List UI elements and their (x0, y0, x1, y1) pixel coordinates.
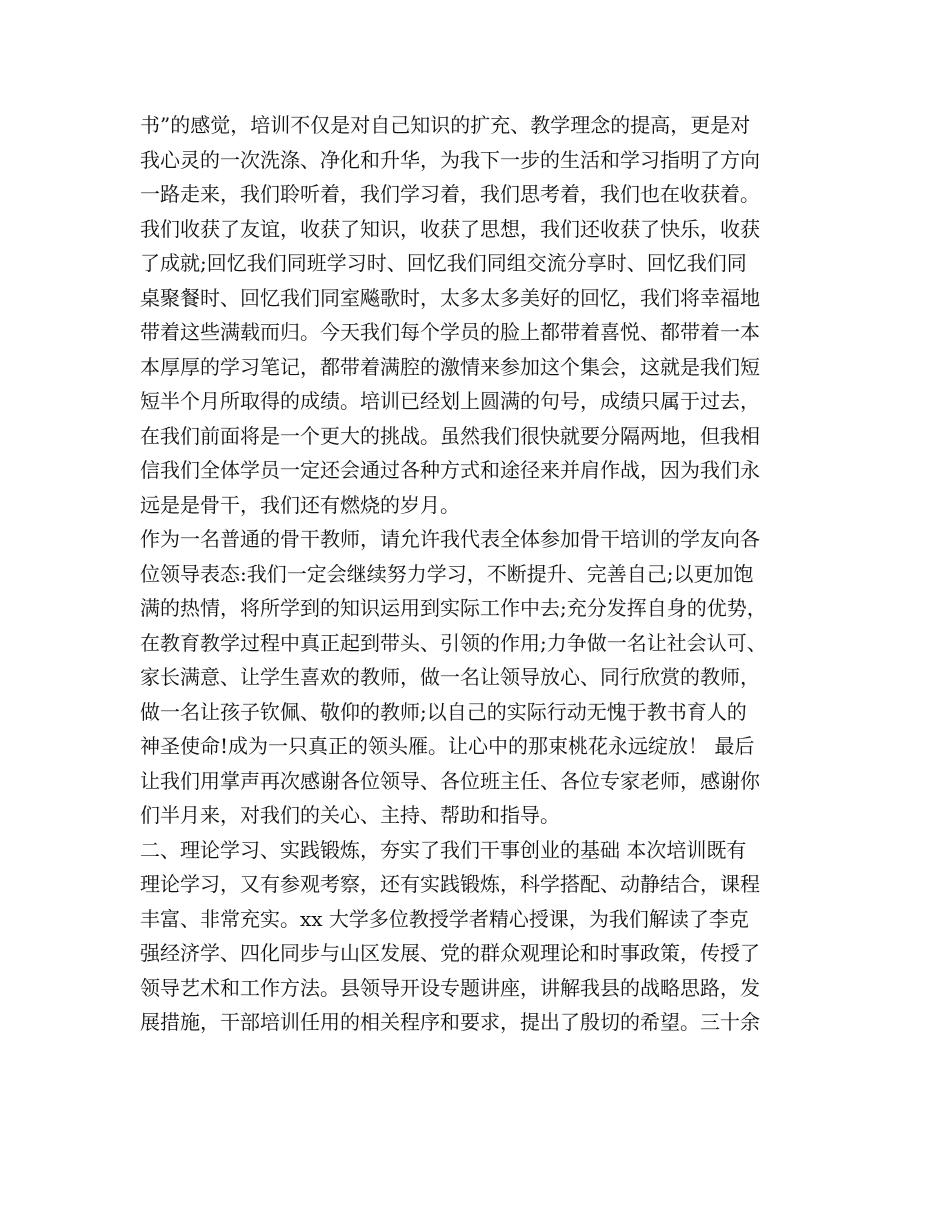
text-line: 领导艺术和工作方法。县领导开设专题讲座，讲解我县的战略思路，发 (140, 975, 760, 1000)
text-line: 神圣使命!成为一只真正的领头雁。让心中的那束桃花永远绽放！ 最后 (140, 734, 755, 758)
text-line: 丰富、非常充实。xx 大学多位教授学者精心授课，为我们解读了李克 (140, 906, 749, 931)
text-line: 短半个月所取得的成绩。培训已经划上圆满的句号，成绩只属于过去， (140, 389, 760, 413)
text-line: 满的热情，将所学到的知识运用到实际工作中去;充分发挥自身的优势， (140, 596, 767, 620)
text-line: 信我们全体学员一定还会通过各种方式和途径来并肩作战，因为我们永 (140, 458, 760, 482)
text-line: 桌聚餐时、回忆我们同室飚歌时，太多太多美好的回忆，我们将幸福地 (140, 285, 760, 310)
text-line: 让我们用掌声再次感谢各位领导、各位班主任、各位专家老师，感谢你 (140, 768, 760, 793)
text-line: 了成就;回忆我们同班学习时、回忆我们同组交流分享时、回忆我们同 (140, 251, 747, 275)
text-line: 本厚厚的学习笔记，都带着满腔的激情来参加这个集会，这就是我们短 (140, 354, 760, 379)
text-line: 带着这些满载而归。今天我们每个学员的脸上都带着喜悦、都带着一本 (140, 320, 760, 344)
document-body (140, 108, 830, 1040)
text-line: 在我们前面将是一个更大的挑战。虽然我们很快就要分隔两地，但我相 (140, 423, 760, 448)
text-line: 强经济学、四化同步与山区发展、党的群众观理论和时事政策，传授了 (140, 941, 760, 965)
text-line: 理论学习，又有参观考察，还有实践锻炼，科学搭配、动静结合，课程 (140, 872, 760, 896)
text-line: 在教育教学过程中真正起到带头、引领的作用;力争做一名让社会认可、 (140, 630, 767, 655)
text-line: 我心灵的一次洗涤、净化和升华，为我下一步的生活和学习指明了方向 (140, 147, 760, 172)
text-line: 展措施，干部培训任用的相关程序和要求，提出了殷切的希望。三十余 (140, 1010, 760, 1034)
text-line: 我们收获了友谊，收获了知识，收获了思想，我们还收获了快乐，收获 (140, 216, 760, 241)
text-line: 作为一名普通的骨干教师，请允许我代表全体参加骨干培训的学友向各 (140, 527, 760, 551)
text-line: 远是是骨干，我们还有燃烧的岁月。 (140, 492, 460, 517)
text-line: 二、理论学习、实践锻炼，夯实了我们干事创业的基础 本次培训既有 (140, 837, 747, 862)
text-line: 做一名让孩子钦佩、敬仰的教师;以自己的实际行动无愧于教书育人的 (140, 699, 747, 724)
text-line: 位领导表态:我们一定会继续努力学习，不断提升、完善自己;以更加饱 (140, 561, 754, 586)
text-line: 们半月来，对我们的关心、主持、帮助和指导。 (140, 803, 560, 827)
text-line: 家长满意、让学生喜欢的教师，做一名让领导放心、同行欣赏的教师， (140, 665, 760, 689)
text-line: 一路走来，我们聆听着，我们学习着，我们思考着，我们也在收获着。 (140, 182, 760, 206)
text-line: 书”的感觉，培训不仅是对自己知识的扩充、教学理念的提高，更是对 (140, 113, 751, 137)
